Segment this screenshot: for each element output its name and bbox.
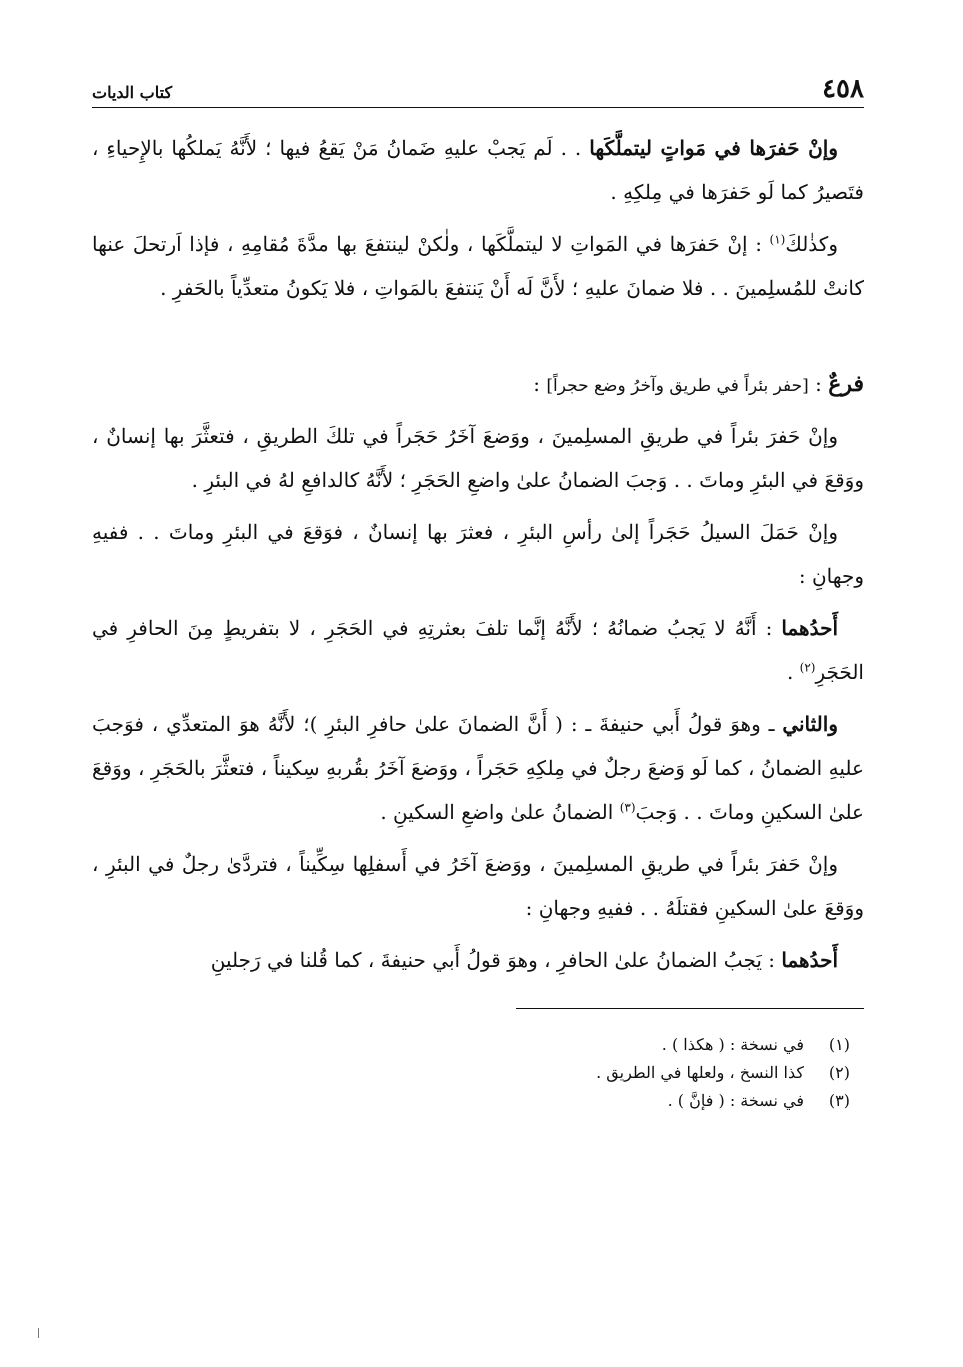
- footnote-text: في نسخة : ( هكذا ) .: [661, 1035, 804, 1054]
- section-gap: [92, 318, 864, 362]
- footnote-number: (٣): [828, 1091, 850, 1110]
- footnote-3: [92, 1087, 850, 1115]
- paragraph-3: [92, 414, 864, 502]
- paragraph-text: : يَجبُ الضمانُ علىٰ الحافرِ ، وهوَ قولُ أَبي حنيفةَ ، كما قُلنا في رَجلينِ: [210, 948, 782, 972]
- paragraph-text: وكذٰلكَ: [785, 232, 838, 256]
- footnote-ref-2[interactable]: (٢): [799, 660, 816, 675]
- paragraph-6: [92, 702, 864, 834]
- paragraph-text: : إنْ حَفرَها في المَواتِ لا ليتملَّكَها ، ولٰكنْ لينتفعَ بها مدَّةَ مُقامِهِ ، فإذا اَرتحلَ عنها كانتْ للمُسلِمينَ . . فلا ضمانَ عليهِ ؛ لأَنَّ لَه أَنْ يَنتفعَ بالمَواتِ ، فلا يَكونُ متعدِّياً بالحَفرِ .: [92, 232, 864, 300]
- paragraph-lead: والثاني: [782, 712, 838, 736]
- paragraph-text: وإنْ حَمَلَ السيلُ حَجَراً إلىٰ رأسِ البئرِ ، فعثرَ بها إنسانٌ ، فوَقعَ في البئرِ وماتَ . . ففيهِ وجهانِ :: [92, 520, 864, 588]
- header-rule: [92, 107, 864, 108]
- footnote-rule: [516, 1008, 864, 1009]
- paragraph-text: . . لَم يَجبْ عليهِ ضَمانُ مَنْ يَقعُ فيها ؛ لأَنَّهُ يَملكُها بالإِحياءِ ، فتَصيرُ كما لَو حَفرَها في مِلكِهِ .: [92, 136, 864, 204]
- paragraph-text: : أَنَّهُ لا يَجبُ ضمانُهُ ؛ لأَنَّهُ إنَّما تلفَ بعثرتِهِ في الحَجَرِ ، لا بتفريطٍ مِنَ الحافرِ في الحَجَرِ: [92, 616, 864, 684]
- section-lead: فرعٌ: [828, 371, 864, 397]
- footnote-text: كذا النسخ ، ولعلها في الطريق .: [596, 1063, 804, 1082]
- paragraph-4: [92, 510, 864, 598]
- paragraph-text: وإنْ حَفرَ بئراً في طريقِ المسلِمينَ ، ووَضعَ آخَرُ في أَسفلِها سِكِّيناً ، فتردَّىٰ رجلٌ في البئرِ ، ووَقعَ علىٰ السكينِ فقتلَهُ . . ففيهِ وجهانِ :: [92, 852, 864, 920]
- page-number: ٤٥٨: [822, 74, 864, 104]
- running-title: كتاب الديات: [92, 83, 173, 102]
- paragraph-1: [92, 126, 864, 214]
- paragraph-text: الضمانُ علىٰ واضعِ السكينِ .: [380, 800, 620, 824]
- section-end: :: [533, 372, 547, 396]
- footnote-text: في نسخة : ( فإنَّ ) .: [667, 1091, 804, 1110]
- paragraph-text: ـ وهوَ قولُ أَبي حنيفةَ ـ : ( أَنَّ الضمانَ علىٰ حافرِ البئرِ )؛ لأَنَّهُ هوَ المتعدِّي ، فوَجبَ عليهِ الضمانُ ، كما لَو وَضعَ رجلٌ في مِلكِهِ حَجَراً ، ووَضعَ آخَرُ بقُربهِ سِكيناً ، فتعثَّرَ بالحَجَرِ ، ووَقعَ علىٰ السكينِ وماتَ . . وَجبَ: [92, 712, 864, 824]
- footnote-number: (٢): [828, 1063, 850, 1082]
- paragraph-2: [92, 222, 864, 310]
- footnote-ref-3[interactable]: (٣): [619, 800, 636, 815]
- footnote-1: [92, 1031, 850, 1059]
- paragraph-text: وإنْ حَفرَ بئراً في طريقِ المسلِمينَ ، ووَضعَ آخَرُ حَجَراً في تلكَ الطريقِ ، فتعثَّرَ بها إنسانٌ ، ووَقعَ في البئرِ وماتَ . . وَجبَ الضمانُ علىٰ واضعِ الحَجَرِ ؛ لأَنَّهُ كالدافعِ لهُ في البئرِ .: [92, 424, 864, 492]
- paragraph-text: .: [786, 660, 800, 684]
- footnote-number: (١): [828, 1035, 850, 1054]
- paragraph-lead: أَحدُهما: [781, 616, 838, 640]
- paragraph-7: [92, 842, 864, 930]
- section-heading: [92, 362, 864, 408]
- section-title: [حفر بئراً في طريق وآخرُ وضع حجراً]: [546, 376, 809, 396]
- scan-edge-mark: [38, 1328, 39, 1338]
- footnote-2: [92, 1059, 850, 1087]
- paragraph-5: [92, 606, 864, 694]
- paragraph-lead: وإنْ حَفرَها في مَواتٍ ليتملَّكَها: [589, 136, 838, 160]
- page-header: [92, 70, 864, 104]
- book-page: [92, 70, 864, 1115]
- footnotes: [92, 1031, 864, 1115]
- section-separator: :: [808, 372, 829, 396]
- footnote-ref-1[interactable]: (١): [769, 232, 786, 247]
- paragraph-8: [92, 938, 864, 982]
- paragraph-lead: أَحدُهما: [781, 948, 838, 972]
